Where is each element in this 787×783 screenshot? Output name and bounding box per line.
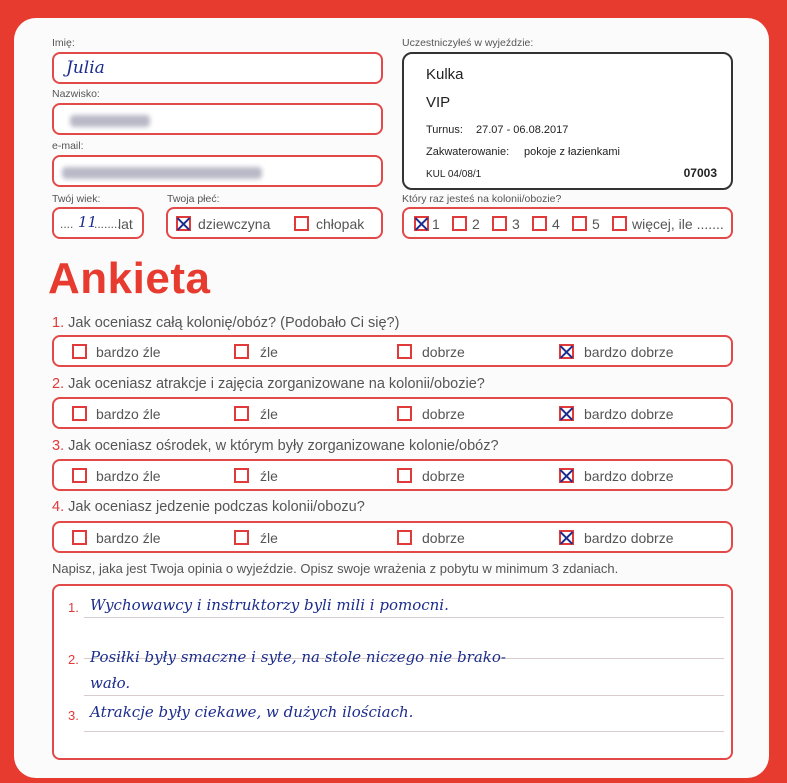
q2-very-good-label: bardzo dobrze bbox=[584, 406, 674, 422]
age-field[interactable] bbox=[52, 207, 144, 239]
gender-female-label: dziewczyna bbox=[198, 216, 271, 232]
q4-very-good-label: bardzo dobrze bbox=[584, 530, 674, 546]
question-text: Jak oceniasz jedzenie podczas kolonii/obozu? bbox=[68, 499, 365, 515]
question-1 bbox=[52, 315, 399, 331]
trip-info-box bbox=[402, 52, 733, 190]
accommodation-label: Zakwaterowanie: bbox=[426, 146, 510, 158]
gender-male-checkbox[interactable] bbox=[294, 216, 309, 231]
opinion-field[interactable] bbox=[52, 584, 733, 760]
times-3-checkbox[interactable] bbox=[492, 216, 507, 231]
question-text: Jak oceniasz ośrodek, w którym były zorganizowane kolonie/obóz? bbox=[68, 438, 499, 454]
trip-name: Kulka bbox=[426, 66, 464, 83]
answer-2-text: Posiłki były smaczne i syte, na stole niczego nie brako- bbox=[90, 648, 506, 666]
redacted-surname bbox=[70, 115, 150, 127]
gender-female-checkbox[interactable] bbox=[176, 216, 191, 231]
survey-title: Ankieta bbox=[48, 254, 211, 303]
accommodation-value: pokoje z łazienkami bbox=[524, 146, 620, 158]
surname-field[interactable] bbox=[52, 103, 383, 135]
gender-label: Twoja płeć: bbox=[167, 193, 220, 205]
question-text: Jak oceniasz atrakcje i zajęcia zorganizowane na kolonii/obozie? bbox=[68, 376, 485, 392]
q2-very-bad-label: bardzo źle bbox=[96, 406, 161, 422]
surname-label: Nazwisko: bbox=[52, 88, 100, 100]
answer-2-continuation: wało. bbox=[90, 674, 131, 692]
answer-3-number: 3. bbox=[68, 708, 79, 723]
q4-bad-checkbox[interactable] bbox=[234, 530, 249, 545]
times-1-label: 1 bbox=[432, 216, 440, 232]
q1-good-label: dobrze bbox=[422, 344, 465, 360]
trip-label: Uczestniczyłeś w wyjeździe: bbox=[402, 37, 534, 49]
answer-1-number: 1. bbox=[68, 600, 79, 615]
times-1-checkbox[interactable] bbox=[414, 216, 429, 231]
q3-good-label: dobrze bbox=[422, 468, 465, 484]
times-label: Który raz jesteś na kolonii/obozie? bbox=[402, 193, 562, 205]
q4-very-bad-label: bardzo źle bbox=[96, 530, 161, 546]
q2-very-good-checkbox[interactable] bbox=[559, 406, 574, 421]
times-2-label: 2 bbox=[472, 216, 480, 232]
line-rule bbox=[84, 617, 724, 618]
q1-very-good-checkbox[interactable] bbox=[559, 344, 574, 359]
age-value: 11 bbox=[78, 213, 98, 231]
gender-male-label: chłopak bbox=[316, 216, 365, 232]
question-2 bbox=[52, 376, 485, 392]
q3-very-good-label: bardzo dobrze bbox=[584, 468, 674, 484]
question-number: 1. bbox=[52, 315, 65, 331]
times-3-label: 3 bbox=[512, 216, 520, 232]
question-4-options bbox=[52, 521, 733, 553]
q4-very-bad-checkbox[interactable] bbox=[72, 530, 87, 545]
turnus-label: Turnus: bbox=[426, 124, 463, 136]
question-2-options bbox=[52, 397, 733, 429]
name-value: Julia bbox=[66, 58, 105, 78]
times-field bbox=[402, 207, 733, 239]
age-unit: lat bbox=[118, 216, 133, 232]
q2-bad-label: źle bbox=[260, 406, 278, 422]
trip-type: VIP bbox=[426, 94, 451, 111]
q1-bad-checkbox[interactable] bbox=[234, 344, 249, 359]
name-label: Imię: bbox=[52, 37, 75, 49]
q2-bad-checkbox[interactable] bbox=[234, 406, 249, 421]
age-label: Twój wiek: bbox=[52, 193, 101, 205]
q3-very-good-checkbox[interactable] bbox=[559, 468, 574, 483]
q1-good-checkbox[interactable] bbox=[397, 344, 412, 359]
age-suffix: ........ bbox=[94, 217, 121, 231]
answer-3-text: Atrakcje były ciekawe, w dużych ilościach. bbox=[90, 703, 414, 721]
line-rule bbox=[84, 695, 724, 696]
q3-very-bad-checkbox[interactable] bbox=[72, 468, 87, 483]
turnus-value: 27.07 - 06.08.2017 bbox=[476, 124, 569, 136]
question-4 bbox=[52, 499, 365, 515]
trip-number: 07003 bbox=[683, 166, 717, 180]
line-rule bbox=[84, 731, 724, 732]
q1-very-good-label: bardzo dobrze bbox=[584, 344, 674, 360]
q1-very-bad-checkbox[interactable] bbox=[72, 344, 87, 359]
answer-2-number: 2. bbox=[68, 652, 79, 667]
opinion-prompt: Napisz, jaka jest Twoja opinia o wyjeździe. Opisz swoje wrażenia z pobytu w minimum 3 zdaniach. bbox=[52, 561, 619, 576]
name-field[interactable] bbox=[52, 52, 383, 84]
question-number: 2. bbox=[52, 376, 65, 392]
q1-bad-label: źle bbox=[260, 344, 278, 360]
question-text: Jak oceniasz całą kolonię/obóz? (Podobało Ci się?) bbox=[68, 315, 400, 331]
q3-bad-checkbox[interactable] bbox=[234, 468, 249, 483]
email-field[interactable] bbox=[52, 155, 383, 187]
question-3-options bbox=[52, 459, 733, 491]
times-4-label: 4 bbox=[552, 216, 560, 232]
times-5-label: 5 bbox=[592, 216, 600, 232]
question-number: 4. bbox=[52, 499, 65, 515]
question-number: 3. bbox=[52, 438, 65, 454]
q2-very-bad-checkbox[interactable] bbox=[72, 406, 87, 421]
question-3 bbox=[52, 438, 499, 454]
q2-good-checkbox[interactable] bbox=[397, 406, 412, 421]
survey-card bbox=[14, 18, 769, 778]
q4-bad-label: źle bbox=[260, 530, 278, 546]
trip-code: KUL 04/08/1 bbox=[426, 169, 482, 180]
q4-good-label: dobrze bbox=[422, 530, 465, 546]
times-more-label: więcej, ile ....... bbox=[632, 216, 724, 232]
q4-very-good-checkbox[interactable] bbox=[559, 530, 574, 545]
times-4-checkbox[interactable] bbox=[532, 216, 547, 231]
q3-good-checkbox[interactable] bbox=[397, 468, 412, 483]
q2-good-label: dobrze bbox=[422, 406, 465, 422]
times-more-checkbox[interactable] bbox=[612, 216, 627, 231]
times-2-checkbox[interactable] bbox=[452, 216, 467, 231]
answer-1-text: Wychowawcy i instruktorzy byli mili i pomocni. bbox=[90, 596, 449, 614]
age-prefix: .... bbox=[60, 217, 74, 231]
gender-field bbox=[166, 207, 383, 239]
redacted-email bbox=[62, 167, 262, 179]
q3-very-bad-label: bardzo źle bbox=[96, 468, 161, 484]
times-5-checkbox[interactable] bbox=[572, 216, 587, 231]
question-1-options bbox=[52, 335, 733, 367]
q3-bad-label: źle bbox=[260, 468, 278, 484]
q1-very-bad-label: bardzo źle bbox=[96, 344, 161, 360]
email-label: e-mail: bbox=[52, 140, 84, 152]
q4-good-checkbox[interactable] bbox=[397, 530, 412, 545]
